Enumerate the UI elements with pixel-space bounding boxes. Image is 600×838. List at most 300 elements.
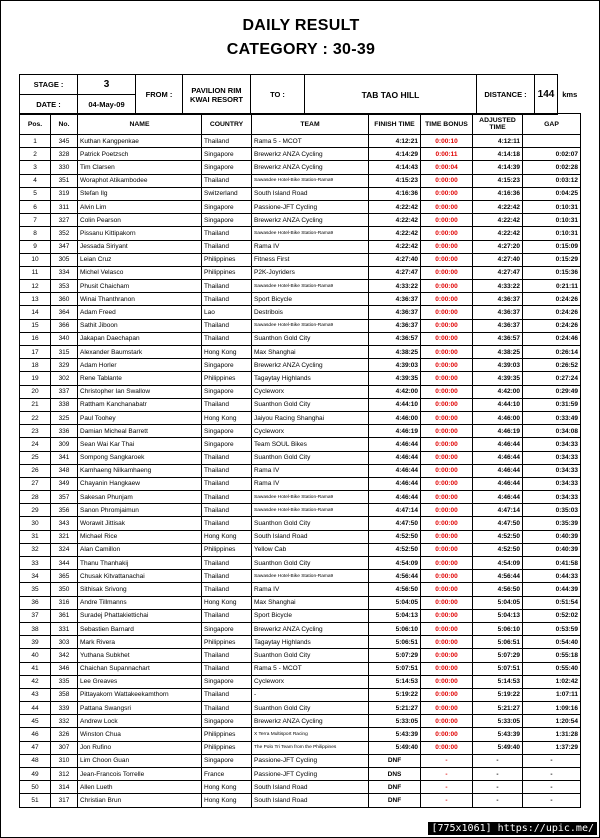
cell-no: 314 xyxy=(51,781,78,794)
cell-team: Passione-JFT Cycling xyxy=(252,768,369,781)
cell-time-bonus: 0:00:00 xyxy=(421,715,473,728)
cell-country: Singapore xyxy=(202,754,252,767)
cell-country: Hong Kong xyxy=(202,411,252,424)
stage-label: STAGE : xyxy=(20,75,78,95)
cell-pos: 17 xyxy=(20,346,51,359)
cell-name: Sean Wai Kar Thai xyxy=(78,438,202,451)
cell-gap: 0:40:39 xyxy=(523,543,581,556)
table-row xyxy=(20,187,581,200)
cell-adjusted-time: 4:14:39 xyxy=(473,161,523,174)
cell-country: Singapore xyxy=(202,359,252,372)
cell-team: Passione-JFT Cycling xyxy=(252,200,369,213)
cell-adjusted-time: 4:56:50 xyxy=(473,583,523,596)
cell-gap: 0:35:03 xyxy=(523,504,581,517)
cell-team: Rama IV xyxy=(252,583,369,596)
cell-finish-time: 4:56:50 xyxy=(369,583,421,596)
cell-no: 350 xyxy=(51,583,78,596)
cell-pos: 16 xyxy=(20,332,51,345)
table-row xyxy=(20,293,581,306)
cell-pos: 47 xyxy=(20,741,51,754)
cell-adjusted-time: 4:36:37 xyxy=(473,319,523,332)
cell-name: Sompong Sangkaroek xyxy=(78,451,202,464)
cell-adjusted-time: 4:46:44 xyxy=(473,477,523,490)
cell-gap: 0:04:25 xyxy=(523,187,581,200)
cell-finish-time: 4:12:21 xyxy=(369,135,421,148)
cell-adjusted-time: 4:39:03 xyxy=(473,359,523,372)
cell-adjusted-time: 4:46:44 xyxy=(473,438,523,451)
cell-pos: 32 xyxy=(20,543,51,556)
cell-finish-time: 4:36:37 xyxy=(369,319,421,332)
cell-finish-time: 4:54:09 xyxy=(369,557,421,570)
page-title: DAILY RESULT xyxy=(242,17,360,34)
cell-time-bonus: 0:00:00 xyxy=(421,227,473,240)
cell-team: Brewerkz ANZA Cycling xyxy=(252,161,369,174)
cell-gap: 0:24:26 xyxy=(523,306,581,319)
cell-team: Yellow Cab xyxy=(252,543,369,556)
table-row xyxy=(20,794,581,807)
cell-finish-time: 4:16:36 xyxy=(369,187,421,200)
cell-finish-time: 4:47:50 xyxy=(369,517,421,530)
cell-team: Rama 5 - MCOT xyxy=(252,662,369,675)
cell-finish-time: DNS xyxy=(369,768,421,781)
cell-country: Thailand xyxy=(202,451,252,464)
cell-gap: 0:24:26 xyxy=(523,293,581,306)
cell-pos: 44 xyxy=(20,702,51,715)
cell-no: 310 xyxy=(51,754,78,767)
cell-time-bonus: 0:00:00 xyxy=(421,280,473,293)
col-adjusted-time: ADJUSTED TIME xyxy=(473,114,523,135)
cell-pos: 35 xyxy=(20,583,51,596)
cell-finish-time: 4:14:29 xyxy=(369,148,421,161)
cell-team: P2K-Joyriders xyxy=(252,266,369,279)
cell-adjusted-time: 4:47:50 xyxy=(473,517,523,530)
table-row xyxy=(20,266,581,279)
cell-time-bonus: 0:00:00 xyxy=(421,530,473,543)
cell-team: Cycleworx xyxy=(252,675,369,688)
cell-pos: 46 xyxy=(20,728,51,741)
cell-team: Rama 5 - MCOT xyxy=(252,135,369,148)
cell-gap: 0:29:49 xyxy=(523,385,581,398)
cell-time-bonus: 0:00:00 xyxy=(421,491,473,504)
table-row xyxy=(20,715,581,728)
cell-name: Chusak Kitvattanachai xyxy=(78,570,202,583)
from-label: FROM : xyxy=(136,75,183,115)
table-row xyxy=(20,688,581,701)
cell-team: - xyxy=(252,688,369,701)
cell-name: Andrew Lock xyxy=(78,715,202,728)
table-row xyxy=(20,622,581,635)
table-row xyxy=(20,649,581,662)
cell-team: South Island Road xyxy=(252,794,369,807)
cell-no: 365 xyxy=(51,570,78,583)
cell-name: Thanu Thanhakij xyxy=(78,557,202,570)
cell-adjusted-time: 5:07:29 xyxy=(473,649,523,662)
cell-gap: 1:02:42 xyxy=(523,675,581,688)
cell-country: Singapore xyxy=(202,438,252,451)
cell-gap: 0:52:02 xyxy=(523,609,581,622)
cell-pos: 11 xyxy=(20,266,51,279)
cell-gap: 0:34:08 xyxy=(523,425,581,438)
cell-name: Lee Greaves xyxy=(78,675,202,688)
cell-pos: 19 xyxy=(20,372,51,385)
cell-adjusted-time: 5:14:53 xyxy=(473,675,523,688)
cell-team: Sawasdee Hotel-Bike Station-Rama9 xyxy=(252,504,369,517)
table-row xyxy=(20,491,581,504)
cell-country: Thailand xyxy=(202,649,252,662)
cell-adjusted-time: 4:44:10 xyxy=(473,398,523,411)
cell-country: Thailand xyxy=(202,570,252,583)
cell-time-bonus: 0:00:00 xyxy=(421,451,473,464)
cell-adjusted-time: 4:33:22 xyxy=(473,280,523,293)
cell-name: Kamhaeng Nilkamhaeng xyxy=(78,464,202,477)
cell-gap: 0:24:26 xyxy=(523,319,581,332)
table-row xyxy=(20,280,581,293)
cell-adjusted-time: 4:54:09 xyxy=(473,557,523,570)
cell-no: 309 xyxy=(51,438,78,451)
cell-country: Hong Kong xyxy=(202,794,252,807)
cell-finish-time: 5:06:10 xyxy=(369,622,421,635)
cell-adjusted-time: 5:19:22 xyxy=(473,688,523,701)
cell-team: Sport Bicycle xyxy=(252,293,369,306)
cell-no: 331 xyxy=(51,622,78,635)
cell-adjusted-time: 4:39:35 xyxy=(473,372,523,385)
cell-gap: 0:21:11 xyxy=(523,280,581,293)
cell-team: Suanthon Gold City xyxy=(252,702,369,715)
cell-finish-time: 5:21:27 xyxy=(369,702,421,715)
cell-country: Thailand xyxy=(202,280,252,293)
cell-finish-time: 4:46:19 xyxy=(369,425,421,438)
cell-team: Sawasdee Hotel-Bike Station-Rama9 xyxy=(252,227,369,240)
cell-time-bonus: 0:00:00 xyxy=(421,649,473,662)
cell-pos: 21 xyxy=(20,398,51,411)
cell-adjusted-time: - xyxy=(473,754,523,767)
cell-country: France xyxy=(202,768,252,781)
cell-no: 344 xyxy=(51,557,78,570)
cell-country: Singapore xyxy=(202,214,252,227)
cell-no: 319 xyxy=(51,187,78,200)
cell-finish-time: DNF xyxy=(369,754,421,767)
table-row xyxy=(20,543,581,556)
table-row xyxy=(20,359,581,372)
cell-country: Philippines xyxy=(202,372,252,385)
table-row xyxy=(20,477,581,490)
table-row xyxy=(20,214,581,227)
cell-finish-time: 4:14:43 xyxy=(369,161,421,174)
cell-pos: 49 xyxy=(20,768,51,781)
cell-name: Kuthan Kangpenkae xyxy=(78,135,202,148)
cell-name: Lim Choon Guan xyxy=(78,754,202,767)
cell-adjusted-time: 4:46:44 xyxy=(473,451,523,464)
cell-no: 364 xyxy=(51,306,78,319)
table-row xyxy=(20,135,581,148)
results-table xyxy=(19,113,581,808)
cell-no: 360 xyxy=(51,293,78,306)
cell-gap: - xyxy=(523,794,581,807)
cell-gap: 0:34:33 xyxy=(523,451,581,464)
cell-no: 325 xyxy=(51,411,78,424)
table-row xyxy=(20,583,581,596)
cell-pos: 20 xyxy=(20,385,51,398)
cell-time-bonus: 0:00:00 xyxy=(421,411,473,424)
table-row xyxy=(20,174,581,187)
cell-gap: 0:27:24 xyxy=(523,372,581,385)
cell-time-bonus: 0:00:00 xyxy=(421,385,473,398)
table-row xyxy=(20,240,581,253)
cell-gap: 0:10:31 xyxy=(523,200,581,213)
cell-adjusted-time: 5:21:27 xyxy=(473,702,523,715)
cell-time-bonus: - xyxy=(421,794,473,807)
table-row xyxy=(20,438,581,451)
table-row xyxy=(20,517,581,530)
cell-country: Thailand xyxy=(202,609,252,622)
cell-pos: 38 xyxy=(20,622,51,635)
results-header-row xyxy=(20,114,581,135)
cell-name: Woraphot Atikambodee xyxy=(78,174,202,187)
cell-name: Adam Horler xyxy=(78,359,202,372)
cell-time-bonus: 0:00:00 xyxy=(421,675,473,688)
cell-country: Philippines xyxy=(202,741,252,754)
cell-time-bonus: 0:00:00 xyxy=(421,477,473,490)
cell-country: Hong Kong xyxy=(202,596,252,609)
cell-no: 312 xyxy=(51,768,78,781)
cell-no: 361 xyxy=(51,609,78,622)
cell-time-bonus: 0:00:00 xyxy=(421,543,473,556)
cell-pos: 15 xyxy=(20,319,51,332)
cell-no: 366 xyxy=(51,319,78,332)
cell-name: Andre Tillmanns xyxy=(78,596,202,609)
cell-gap: 0:40:39 xyxy=(523,530,581,543)
cell-team: Tagaytay Highlands xyxy=(252,372,369,385)
cell-pos: 7 xyxy=(20,214,51,227)
cell-name: Patrick Poetzsch xyxy=(78,148,202,161)
from-location-line2: KWAI RESORT xyxy=(190,94,243,104)
cell-gap: 0:55:40 xyxy=(523,662,581,675)
cell-team: Sawasdee Hotel-Bike Station-Rama9 xyxy=(252,319,369,332)
cell-time-bonus: 0:00:00 xyxy=(421,728,473,741)
cell-time-bonus: 0:00:04 xyxy=(421,161,473,174)
cell-pos: 48 xyxy=(20,754,51,767)
cell-gap: 0:31:59 xyxy=(523,398,581,411)
cell-gap: - xyxy=(523,781,581,794)
cell-pos: 31 xyxy=(20,530,51,543)
cell-finish-time: 5:04:13 xyxy=(369,609,421,622)
cell-name: Pittayakorn Wattakeekamthorn xyxy=(78,688,202,701)
cell-country: Thailand xyxy=(202,688,252,701)
cell-country: Thailand xyxy=(202,504,252,517)
cell-finish-time: 4:46:44 xyxy=(369,491,421,504)
cell-no: 332 xyxy=(51,715,78,728)
cell-no: 356 xyxy=(51,504,78,517)
cell-no: 334 xyxy=(51,266,78,279)
cell-name: Chaichan Supannachart xyxy=(78,662,202,675)
cell-pos: 1 xyxy=(20,135,51,148)
cell-country: Philippines xyxy=(202,543,252,556)
cell-time-bonus: 0:00:00 xyxy=(421,570,473,583)
cell-time-bonus: 0:00:00 xyxy=(421,688,473,701)
cell-adjusted-time: 4:52:50 xyxy=(473,543,523,556)
cell-adjusted-time: 4:22:42 xyxy=(473,214,523,227)
cell-finish-time: 4:22:42 xyxy=(369,240,421,253)
cell-adjusted-time: 4:12:11 xyxy=(473,135,523,148)
cell-finish-time: 4:22:42 xyxy=(369,227,421,240)
cell-country: Thailand xyxy=(202,517,252,530)
cell-gap: 0:35:39 xyxy=(523,517,581,530)
category-title: CATEGORY : 30-39 xyxy=(226,41,376,58)
cell-name: Pattana Swangsri xyxy=(78,702,202,715)
cell-adjusted-time: 5:06:10 xyxy=(473,622,523,635)
cell-team: Brewerkz ANZA Cycling xyxy=(252,715,369,728)
table-row xyxy=(20,741,581,754)
cell-pos: 33 xyxy=(20,557,51,570)
cell-country: Hong Kong xyxy=(202,781,252,794)
cell-no: 327 xyxy=(51,214,78,227)
table-row xyxy=(20,702,581,715)
cell-team: Sawasdee Hotel-Bike Station-Rama9 xyxy=(252,174,369,187)
cell-finish-time: 5:06:51 xyxy=(369,636,421,649)
cell-time-bonus: 0:00:00 xyxy=(421,741,473,754)
cell-pos: 25 xyxy=(20,451,51,464)
cell-finish-time: 4:46:44 xyxy=(369,451,421,464)
cell-name: Alan Camillon xyxy=(78,543,202,556)
col-name: NAME xyxy=(78,114,202,135)
cell-finish-time: 4:52:50 xyxy=(369,543,421,556)
cell-time-bonus: 0:00:00 xyxy=(421,240,473,253)
cell-no: 353 xyxy=(51,280,78,293)
cell-pos: 12 xyxy=(20,280,51,293)
table-row xyxy=(20,662,581,675)
to-label: TO : xyxy=(251,75,305,115)
cell-country: Hong Kong xyxy=(202,530,252,543)
cell-time-bonus: 0:00:00 xyxy=(421,622,473,635)
cell-country: Lao xyxy=(202,306,252,319)
cell-finish-time: 4:46:44 xyxy=(369,438,421,451)
cell-gap: 1:07:11 xyxy=(523,688,581,701)
cell-team: Sawasdee Hotel-Bike Station-Rama9 xyxy=(252,491,369,504)
cell-adjusted-time: 4:27:20 xyxy=(473,240,523,253)
cell-country: Switzerland xyxy=(202,187,252,200)
table-row xyxy=(20,464,581,477)
cell-country: Thailand xyxy=(202,319,252,332)
table-row xyxy=(20,372,581,385)
cell-time-bonus: 0:00:00 xyxy=(421,174,473,187)
cell-time-bonus: 0:00:00 xyxy=(421,517,473,530)
cell-country: Thailand xyxy=(202,583,252,596)
cell-country: Singapore xyxy=(202,161,252,174)
cell-name: Colin Pearson xyxy=(78,214,202,227)
cell-pos: 4 xyxy=(20,174,51,187)
cell-finish-time: 5:14:53 xyxy=(369,675,421,688)
table-row xyxy=(20,451,581,464)
cell-finish-time: 4:33:22 xyxy=(369,280,421,293)
cell-gap: 0:10:31 xyxy=(523,227,581,240)
cell-gap: 0:44:39 xyxy=(523,583,581,596)
cell-pos: 26 xyxy=(20,464,51,477)
cell-gap: 0:44:33 xyxy=(523,570,581,583)
cell-no: 358 xyxy=(51,688,78,701)
cell-gap: 0:33:49 xyxy=(523,411,581,424)
cell-pos: 2 xyxy=(20,148,51,161)
cell-no: 307 xyxy=(51,741,78,754)
cell-name: Alvin Lim xyxy=(78,200,202,213)
cell-name: Winston Chua xyxy=(78,728,202,741)
cell-finish-time: 4:44:10 xyxy=(369,398,421,411)
cell-country: Singapore xyxy=(202,385,252,398)
distance-unit: kms xyxy=(562,90,578,99)
cell-pos: 24 xyxy=(20,438,51,451)
cell-time-bonus: 0:00:00 xyxy=(421,332,473,345)
cell-time-bonus: 0:00:00 xyxy=(421,557,473,570)
cell-name: Christian Brun xyxy=(78,794,202,807)
cell-team: Sport Bicycle xyxy=(252,609,369,622)
cell-country: Singapore xyxy=(202,715,252,728)
cell-no: 311 xyxy=(51,200,78,213)
cell-time-bonus: 0:00:00 xyxy=(421,702,473,715)
cell-name: Sebastien Barnard xyxy=(78,622,202,635)
cell-finish-time: 4:36:37 xyxy=(369,293,421,306)
table-row xyxy=(20,530,581,543)
cell-name: Suradej Phattakiettichai xyxy=(78,609,202,622)
cell-country: Thailand xyxy=(202,398,252,411)
cell-country: Singapore xyxy=(202,148,252,161)
cell-time-bonus: 0:00:00 xyxy=(421,425,473,438)
cell-time-bonus: 0:00:00 xyxy=(421,464,473,477)
cell-pos: 34 xyxy=(20,570,51,583)
cell-pos: 28 xyxy=(20,491,51,504)
cell-finish-time: 4:38:25 xyxy=(369,346,421,359)
cell-pos: 51 xyxy=(20,794,51,807)
cell-name: Sithisak Srivong xyxy=(78,583,202,596)
cell-pos: 43 xyxy=(20,688,51,701)
cell-gap: 0:15:36 xyxy=(523,266,581,279)
cell-no: 348 xyxy=(51,464,78,477)
cell-time-bonus: 0:00:00 xyxy=(421,583,473,596)
cell-finish-time: 4:15:23 xyxy=(369,174,421,187)
col-finish-time: FINISH TIME xyxy=(369,114,421,135)
cell-pos: 6 xyxy=(20,200,51,213)
cell-no: 303 xyxy=(51,636,78,649)
cell-finish-time: 4:39:03 xyxy=(369,359,421,372)
cell-finish-time: 5:07:51 xyxy=(369,662,421,675)
table-row xyxy=(20,504,581,517)
cell-gap: 0:53:59 xyxy=(523,622,581,635)
table-row xyxy=(20,332,581,345)
cell-gap: 0:02:07 xyxy=(523,148,581,161)
cell-gap: 0:15:09 xyxy=(523,240,581,253)
cell-no: 343 xyxy=(51,517,78,530)
cell-gap: 0:02:28 xyxy=(523,161,581,174)
watermark: [775x1061] https://upic.me/ xyxy=(428,822,597,835)
table-row xyxy=(20,306,581,319)
col-country: COUNTRY xyxy=(202,114,252,135)
col-gap: GAP xyxy=(523,114,581,135)
table-row xyxy=(20,728,581,741)
distance-label: DISTANCE : xyxy=(477,75,535,115)
cell-name: Rene Tablante xyxy=(78,372,202,385)
cell-team: South Island Road xyxy=(252,781,369,794)
table-row xyxy=(20,557,581,570)
cell-finish-time: DNF xyxy=(369,781,421,794)
cell-adjusted-time: 4:27:47 xyxy=(473,266,523,279)
cell-team: X Terra Multisport Racing xyxy=(252,728,369,741)
cell-no: 341 xyxy=(51,451,78,464)
cell-time-bonus: 0:00:00 xyxy=(421,438,473,451)
cell-pos: 5 xyxy=(20,187,51,200)
cell-no: 305 xyxy=(51,253,78,266)
cell-pos: 27 xyxy=(20,477,51,490)
table-row xyxy=(20,227,581,240)
cell-pos: 22 xyxy=(20,411,51,424)
cell-name: Yuthana Subkhet xyxy=(78,649,202,662)
